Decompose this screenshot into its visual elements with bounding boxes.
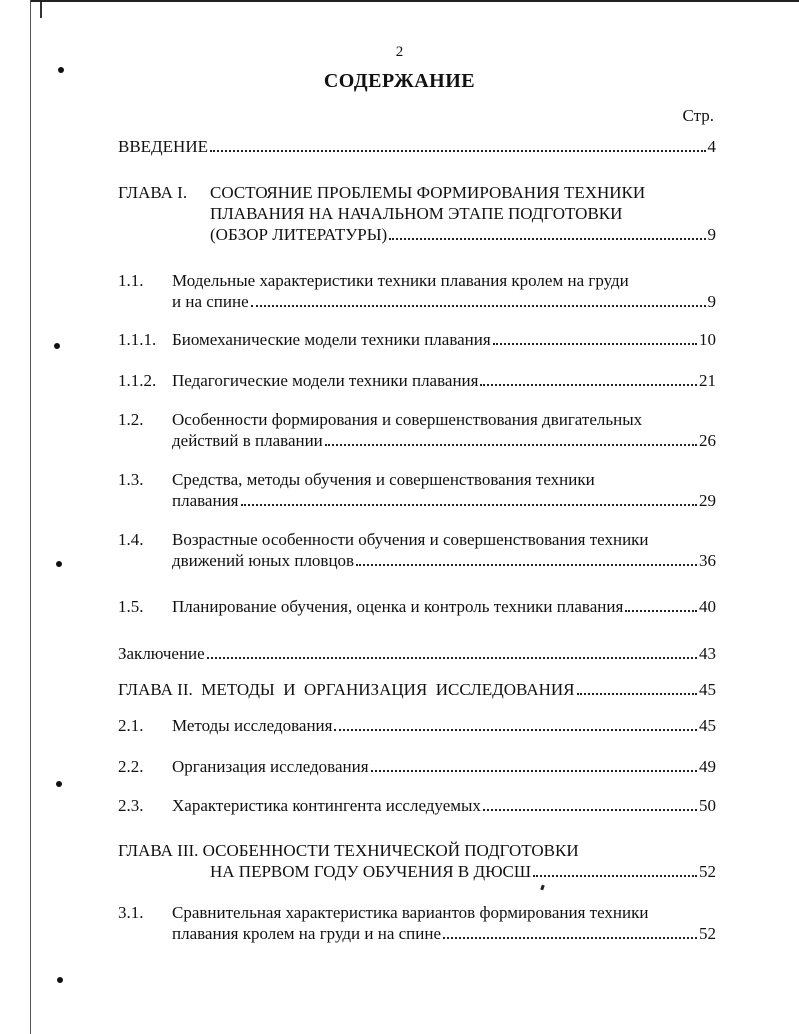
toc-section-number: 2.2.	[118, 757, 144, 776]
toc-entry-title-line: Организация исследования	[172, 757, 369, 776]
toc-chapter-number: ГЛАВА I.	[118, 183, 188, 202]
toc-entry-2-1[interactable]	[118, 715, 716, 736]
dot-leader	[493, 343, 697, 345]
toc-entry-label: ГЛАВА II. МЕТОДЫ И ОРГАНИЗАЦИЯ ИССЛЕДОВАНИЯ	[118, 680, 575, 699]
toc-entry-title-line: Сравнительная характеристика вариантов формирования техники	[172, 903, 649, 922]
toc-section-number: 1.1.1.	[118, 330, 157, 349]
dot-leader	[334, 729, 697, 731]
dot-leader	[356, 564, 697, 566]
toc-page-number: 49	[699, 757, 716, 776]
toc-entry-title-line: Биомеханические модели техники плавания	[172, 330, 491, 349]
toc-entry-title-line: и на спине	[172, 292, 249, 311]
toc-entry-title-line: Характеристика контингента исследуемых	[172, 796, 481, 815]
punch-hole-mark	[56, 561, 62, 567]
toc-page-number: 10	[699, 330, 716, 349]
toc-section-number: 2.3.	[118, 796, 144, 815]
dot-leader	[577, 693, 698, 695]
toc-page-number: 45	[699, 680, 716, 699]
toc-page-number: 26	[699, 431, 716, 450]
scan-edge-top	[30, 0, 799, 2]
toc-section-number: 2.1.	[118, 716, 144, 735]
toc-entry-label: Заключение	[118, 644, 205, 663]
dot-leader	[483, 809, 697, 811]
toc-section-number: 1.5.	[118, 597, 144, 616]
dot-leader	[533, 875, 697, 877]
toc-page-number: 9	[707, 292, 716, 311]
toc-entry-1-1-1[interactable]	[118, 329, 716, 350]
toc-entry-chapter-1[interactable]	[118, 182, 716, 245]
toc-entry-1-4[interactable]	[118, 529, 716, 571]
toc-entry-title-line: НА ПЕРВОМ ГОДУ ОБУЧЕНИЯ В ДЮСШ	[210, 862, 532, 881]
toc-entry-title-line: Планирование обучения, оценка и контроль техники плавания	[172, 597, 624, 616]
toc-entry-introduction[interactable]	[118, 136, 716, 157]
dot-leader	[480, 384, 697, 386]
scan-edge-tick	[40, 2, 42, 18]
toc-entry-title-line: ГЛАВА III. ОСОБЕННОСТИ ТЕХНИЧЕСКОЙ ПОДГОТОВКИ	[118, 841, 579, 860]
toc-section-number: 1.4.	[118, 530, 144, 549]
toc-entry-1-1[interactable]	[118, 270, 716, 312]
toc-section-number: 1.1.	[118, 271, 144, 290]
toc-entry-1-2[interactable]	[118, 409, 716, 451]
toc-entry-title-line: действий в плавании	[172, 431, 323, 450]
toc-entry-1-1-2[interactable]	[118, 370, 716, 391]
dot-leader	[210, 150, 706, 152]
punch-hole-mark	[54, 343, 60, 349]
scan-speck	[540, 885, 545, 891]
toc-entry-3-1[interactable]	[118, 902, 716, 944]
toc-entry-title-line: Средства, методы обучения и совершенствования техники	[172, 470, 595, 489]
toc-entry-title-line: плавания кролем на груди и на спине	[172, 924, 442, 943]
scan-edge-left	[30, 0, 31, 1034]
dot-leader	[371, 770, 697, 772]
toc-entry-2-3[interactable]	[118, 795, 716, 816]
page-column-label: Стр.	[682, 106, 714, 125]
toc-page-number: 29	[699, 491, 716, 510]
toc-entry-conclusion[interactable]	[118, 643, 716, 664]
toc-entry-title-line: Особенности формирования и совершенствования двигательных	[172, 410, 643, 429]
toc-page-number: 52	[699, 862, 716, 881]
toc-entry-title-line: Педагогические модели техники плавания	[172, 371, 479, 390]
dot-leader	[207, 657, 697, 659]
toc-entry-title-line: (ОБЗОР ЛИТЕРАТУРЫ)	[210, 225, 388, 244]
toc-entry-1-3[interactable]	[118, 469, 716, 511]
page-title: СОДЕРЖАНИЕ	[323, 70, 476, 92]
dot-leader	[251, 305, 706, 307]
dot-leader	[443, 937, 697, 939]
toc-page-number: 52	[699, 924, 716, 943]
toc-entry-title-line: ПЛАВАНИЯ НА НАЧАЛЬНОМ ЭТАПЕ ПОДГОТОВКИ	[210, 204, 623, 223]
toc-page-number: 43	[699, 644, 716, 663]
dot-leader	[241, 504, 698, 506]
toc-entry-label: ВВЕДЕНИЕ	[118, 137, 208, 156]
toc-page-number: 9	[707, 225, 716, 244]
toc-page-number: 50	[699, 796, 716, 815]
toc-section-number: 3.1.	[118, 903, 144, 922]
punch-hole-mark	[57, 977, 63, 983]
toc-entry-title-line: Возрастные особенности обучения и совершенствования техники	[172, 530, 649, 549]
toc-section-number: 1.2.	[118, 410, 144, 429]
toc-entry-title-line: плавания	[172, 491, 239, 510]
punch-hole-mark	[56, 781, 62, 787]
toc-entry-chapter-2[interactable]	[118, 679, 716, 700]
toc-section-number: 1.1.2.	[118, 371, 157, 390]
toc-entry-title-line: Методы исследования	[172, 716, 333, 735]
page-number: 2	[395, 44, 404, 60]
toc-entry-title-line: Модельные характеристики техники плавания кролем на груди	[172, 271, 629, 290]
dot-leader	[625, 610, 697, 612]
toc-entry-1-5[interactable]	[118, 596, 716, 617]
dot-leader	[389, 238, 705, 240]
toc-page-number: 40	[699, 597, 716, 616]
toc-entry-chapter-3[interactable]	[118, 840, 716, 882]
toc-entry-title-line: движений юных пловцов	[172, 551, 355, 570]
toc-entry-2-2[interactable]	[118, 756, 716, 777]
toc-page-number: 45	[699, 716, 716, 735]
toc-page-number: 21	[699, 371, 716, 390]
toc-section-number: 1.3.	[118, 470, 144, 489]
toc-page-number: 4	[707, 137, 716, 156]
toc-page-number: 36	[699, 551, 716, 570]
dot-leader	[325, 444, 697, 446]
toc-entry-title-line: СОСТОЯНИЕ ПРОБЛЕМЫ ФОРМИРОВАНИЯ ТЕХНИКИ	[210, 183, 646, 202]
